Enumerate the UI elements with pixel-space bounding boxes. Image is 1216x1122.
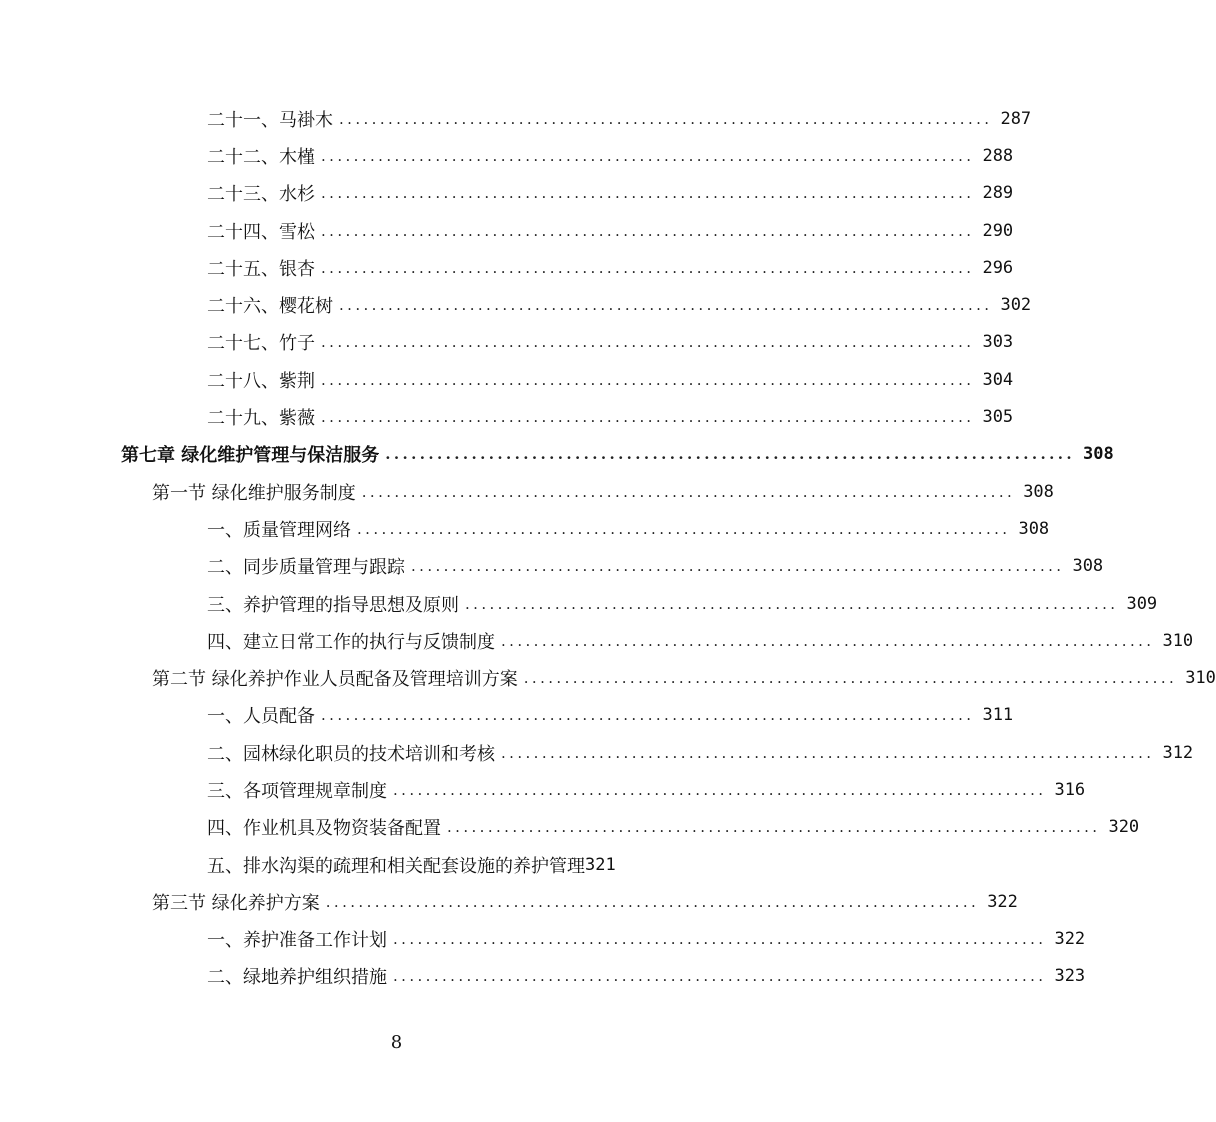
dot-leader: ................................................................................ — [501, 631, 1155, 650]
toc-entry-page: 322 — [987, 891, 1018, 912]
dot-leader: ................................................................................ — [393, 930, 1047, 949]
toc-entry-title: 第三节 绿化养护方案 — [152, 892, 320, 914]
toc-entry-title: 五、排水沟渠的疏理和相关配套设施的养护管理 — [207, 855, 585, 877]
toc-entry-item[interactable] — [0, 958, 1086, 995]
toc-entry-title: 二十四、雪松 — [207, 221, 315, 243]
dot-leader: ................................................................................ — [411, 557, 1065, 576]
dot-leader: ................................................................................ — [393, 780, 1047, 799]
toc-entry-title: 二十七、竹子 — [207, 333, 315, 355]
toc-entry-item[interactable] — [0, 100, 1032, 137]
toc-entry-page: 323 — [1054, 966, 1086, 987]
toc-entry-page: 289 — [982, 183, 1014, 204]
toc-entry-item[interactable] — [0, 324, 1014, 361]
dot-leader: ................................................................................ — [339, 296, 993, 315]
toc-entry-item[interactable] — [0, 585, 1158, 622]
toc-entry-page: 312 — [1162, 742, 1194, 763]
toc-entry-page: 302 — [1000, 295, 1032, 316]
toc-entry-title: 二十九、紫薇 — [207, 408, 315, 430]
toc-entry-title: 第七章 绿化维护管理与保洁服务 — [121, 445, 380, 467]
toc-entry-item[interactable] — [0, 510, 1050, 547]
toc-entry-title: 二十三、水杉 — [207, 184, 315, 206]
toc-entry-item[interactable] — [0, 249, 1014, 286]
toc-entry-page: 308 — [1072, 556, 1104, 577]
toc-entry-item[interactable] — [0, 809, 1140, 846]
dot-leader: ................................................................................ — [357, 519, 1011, 538]
toc-entry-section[interactable] — [0, 659, 1216, 696]
dot-leader: ................................................................................ — [321, 146, 975, 165]
toc-entry-page: 287 — [1000, 108, 1032, 129]
dot-leader: ................................................................................ — [447, 818, 1101, 837]
toc-entry-item[interactable] — [0, 361, 1014, 398]
dot-leader: ................................................................................ — [361, 482, 1016, 501]
dot-leader: ................................................................................ — [321, 370, 975, 389]
dot-leader: ................................................................................ — [325, 892, 980, 911]
toc-entry-page: 308 — [1023, 481, 1054, 502]
dot-leader: ................................................................................ — [321, 184, 975, 203]
toc-entry-title: 一、人员配备 — [207, 706, 315, 728]
toc-entry-item[interactable] — [0, 697, 1014, 734]
dot-leader: ................................................................................ — [385, 445, 1076, 464]
toc-entry-title: 二十六、樱花树 — [207, 296, 333, 318]
toc-entry-page: 316 — [1054, 779, 1086, 800]
toc-entry-page: 303 — [982, 332, 1014, 353]
toc-entry-item[interactable] — [0, 734, 1194, 771]
dot-leader: ................................................................................ — [321, 258, 975, 277]
toc-entry-title: 二十五、银杏 — [207, 258, 315, 280]
toc-entry-item[interactable] — [0, 175, 1014, 212]
toc-entry-page: 322 — [1054, 929, 1086, 950]
toc-entry-item[interactable] — [0, 398, 1014, 435]
toc-entry-item[interactable] — [0, 286, 1032, 323]
toc-entry-page: 310 — [1185, 668, 1216, 689]
toc-entry-title: 第一节 绿化维护服务制度 — [152, 482, 356, 504]
toc-entry-title: 二、同步质量管理与跟踪 — [207, 557, 405, 579]
toc-entry-item[interactable] — [0, 771, 1086, 808]
toc-entry-item[interactable] — [0, 548, 1104, 585]
toc-entry-page: 321 — [585, 854, 616, 875]
toc-entry-page: 308 — [1083, 444, 1114, 465]
table-of-contents — [0, 100, 1216, 995]
dot-leader: ................................................................................ — [321, 706, 975, 725]
toc-entry-title: 四、建立日常工作的执行与反馈制度 — [207, 631, 495, 653]
toc-entry-title: 一、养护准备工作计划 — [207, 930, 387, 952]
toc-entry-title: 二、园林绿化职员的技术培训和考核 — [207, 743, 495, 765]
page-number: 8 — [390, 1032, 403, 1053]
toc-entry-title: 三、各项管理规章制度 — [207, 780, 387, 802]
toc-entry-section[interactable] — [0, 883, 1018, 920]
toc-entry-page: 309 — [1126, 593, 1158, 614]
toc-entry-chapter[interactable] — [0, 436, 1114, 473]
dot-leader: ................................................................................ — [523, 669, 1178, 688]
dot-leader: ................................................................................ — [339, 109, 993, 128]
toc-entry-section[interactable] — [0, 473, 1054, 510]
toc-entry-title: 一、质量管理网络 — [207, 519, 351, 541]
toc-entry-page: 290 — [982, 220, 1014, 241]
dot-leader: ................................................................................ — [393, 967, 1047, 986]
toc-entry-title: 四、作业机具及物资装备配置 — [207, 818, 441, 840]
toc-entry-item[interactable] — [0, 921, 1086, 958]
toc-entry-title: 第二节 绿化养护作业人员配备及管理培训方案 — [152, 669, 518, 691]
toc-entry-page: 296 — [982, 257, 1014, 278]
toc-entry-item[interactable] — [0, 622, 1194, 659]
toc-entry-item[interactable] — [0, 846, 674, 883]
toc-entry-title: 二十二、木槿 — [207, 146, 315, 168]
dot-leader: ................................................................................ — [501, 743, 1155, 762]
toc-entry-page: 310 — [1162, 630, 1194, 651]
dot-leader: ................................................................................ — [321, 221, 975, 240]
toc-entry-title: 三、养护管理的指导思想及原则 — [207, 594, 459, 616]
toc-entry-page: 304 — [982, 369, 1014, 390]
dot-leader: ................................................................................ — [465, 594, 1119, 613]
dot-leader: ................................................................................ — [321, 333, 975, 352]
toc-entry-title: 二、绿地养护组织措施 — [207, 967, 387, 989]
toc-entry-item[interactable] — [0, 137, 1014, 174]
toc-entry-item[interactable] — [0, 212, 1014, 249]
toc-entry-page: 305 — [982, 407, 1014, 428]
toc-entry-page: 308 — [1018, 518, 1050, 539]
toc-entry-page: 320 — [1108, 817, 1140, 838]
toc-entry-title: 二十一、马褂木 — [207, 109, 333, 131]
dot-leader: ................................................................................ — [321, 408, 975, 427]
toc-entry-page: 311 — [982, 705, 1014, 726]
toc-entry-title: 二十八、紫荆 — [207, 370, 315, 392]
toc-entry-page: 288 — [982, 145, 1014, 166]
